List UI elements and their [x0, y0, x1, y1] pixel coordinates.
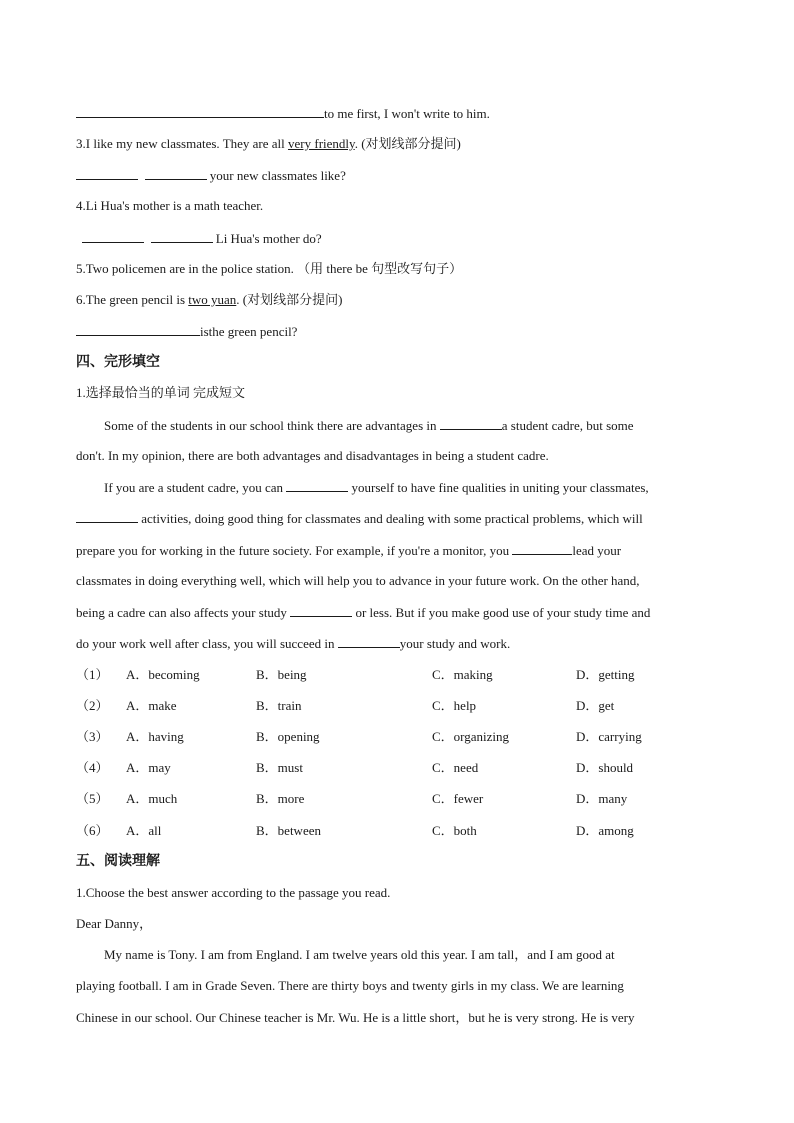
q6-question: 6.The green pencil is two yuan. (对划线部分提问) [76, 292, 343, 307]
cloze-blank-1[interactable] [440, 416, 502, 430]
option-d[interactable]: D．should [576, 760, 634, 775]
cloze-blank-6[interactable] [338, 634, 400, 648]
q4-question: 4.Li Hua's mother is a math teacher. [76, 198, 264, 213]
underlined-phrase: very friendly [288, 136, 355, 151]
section5-instruction: 1.Choose the best answer according to the passage you read. [76, 885, 391, 900]
passage-line: classmates in doing everything well, which will help you to advance in your future work. On the other hand, [76, 573, 640, 588]
letter-greeting: Dear Danny， [76, 916, 153, 931]
answer-blank[interactable] [145, 166, 207, 180]
option-b[interactable]: B．opening [256, 729, 320, 744]
option-a[interactable]: A．much [126, 791, 178, 806]
option-c[interactable]: C．both [432, 823, 477, 838]
q3-answer-line: your new classmates like? [76, 166, 346, 185]
option-row: （6） A．all B．between C．both D．among [76, 823, 634, 838]
q2-answer-line: to me first, I won't write to him. [76, 104, 490, 123]
section4-title: 四、完形填空 [76, 354, 160, 370]
option-c[interactable]: C．help [432, 698, 477, 713]
option-a[interactable]: A．having [126, 729, 184, 744]
option-d[interactable]: D．many [576, 791, 628, 806]
option-d[interactable]: D．carrying [576, 729, 642, 744]
cloze-blank-2[interactable] [286, 478, 348, 492]
option-d[interactable]: D．get [576, 698, 615, 713]
option-c[interactable]: C．making [432, 667, 493, 682]
passage-line: don't. In my opinion, there are both advantages and disadvantages in being a student cadre. [76, 448, 549, 463]
option-b[interactable]: B．must [256, 760, 303, 775]
option-c[interactable]: C．need [432, 760, 479, 775]
option-row: （4） A．may B．must C．need D．should [76, 760, 634, 775]
answer-blank[interactable] [76, 166, 138, 180]
cloze-blank-4[interactable] [512, 541, 572, 555]
option-row: （1） A．becoming B．being C．making D．getting [76, 667, 635, 682]
option-row: （2） A．make B．train C．help D．get [76, 698, 615, 713]
section5-title: 五、阅读理解 [76, 853, 160, 869]
q6-answer-line: isthe green pencil? [76, 322, 297, 341]
q4-answer-line: Li Hua's mother do? [82, 229, 322, 248]
answer-blank[interactable] [76, 104, 324, 118]
passage-line: activities, doing good thing for classmates and dealing with some practical problems, which will [76, 509, 643, 528]
option-row: （3） A．having B．opening C．organizing D．carrying [76, 729, 642, 744]
q3-question: 3.I like my new classmates. They are all very friendly. (对划线部分提问) [76, 136, 461, 151]
option-d[interactable]: D．among [576, 823, 634, 838]
passage-line: being a cadre can also affects your study or less. But if you make good use of your study time and [76, 605, 651, 620]
option-a[interactable]: A．becoming [126, 667, 200, 682]
passage-line: playing football. I am in Grade Seven. There are thirty boys and twenty girls in my class. We are learning [76, 978, 624, 993]
passage-line: If you are a student cadre, you can yourself to have fine qualities in uniting your classmates, [104, 480, 649, 495]
answer-blank[interactable] [82, 229, 144, 243]
cloze-blank-5[interactable] [290, 603, 352, 617]
passage-line: prepare you for working in the future society. For example, if you're a monitor, you lead your [76, 543, 622, 558]
option-a[interactable]: A．may [126, 760, 171, 775]
option-c[interactable]: C．organizing [432, 729, 510, 744]
option-b[interactable]: B．train [256, 698, 302, 713]
option-c[interactable]: C．fewer [432, 791, 484, 806]
option-b[interactable]: B．being [256, 667, 307, 682]
answer-blank[interactable] [76, 322, 200, 336]
passage-line: My name is Tony. I am from England. I am twelve years old this year. I am tall，and I am good at [104, 947, 615, 962]
option-b[interactable]: B．more [256, 791, 305, 806]
passage-line: do your work well after class, you will succeed in your study and work. [76, 636, 511, 651]
option-row: （5） A．much B．more C．fewer D．many [76, 791, 628, 806]
option-b[interactable]: B．between [256, 823, 321, 838]
underlined-phrase: two yuan [188, 292, 237, 307]
option-d[interactable]: D．getting [576, 667, 635, 682]
option-a[interactable]: A．make [126, 698, 177, 713]
cloze-blank-3[interactable] [76, 509, 138, 523]
passage-line: Chinese in our school. Our Chinese teacher is Mr. Wu. He is a little short，but he is very strong. He is very [76, 1010, 635, 1025]
section4-instruction: 1.选择最恰当的单词 完成短文 [76, 385, 246, 400]
answer-blank[interactable] [151, 229, 213, 243]
passage-line: Some of the students in our school think there are advantages in a student cadre, but some [104, 418, 634, 433]
option-a[interactable]: A．all [126, 823, 162, 838]
q5-question: 5.Two policemen are in the police station. （用 there be 句型改写句子） [76, 261, 463, 276]
